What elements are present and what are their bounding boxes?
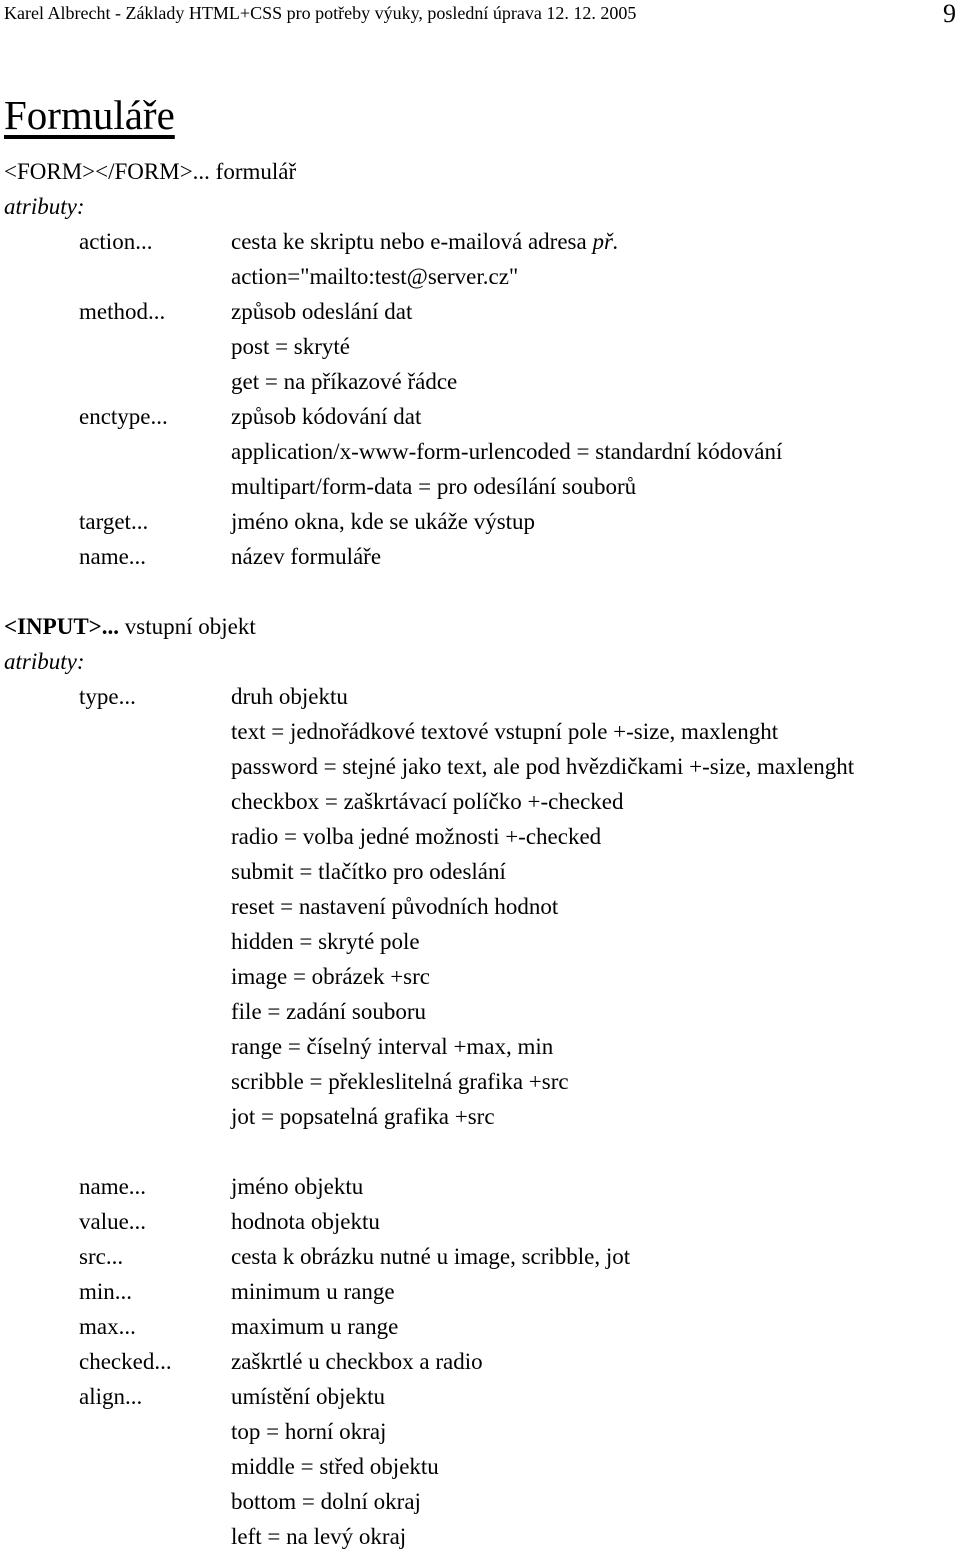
form-desc-enctype-1: application/x-www-form-urlencoded = standardní kódování bbox=[231, 439, 783, 464]
form-desc-method-2: get = na příkazové řádce bbox=[231, 369, 458, 394]
input-term-type: type... bbox=[79, 684, 136, 709]
page-title: Formuláře bbox=[4, 92, 175, 138]
form-desc-method-1: post = skryté bbox=[231, 334, 351, 359]
input-type-line-7: hidden = skryté pole bbox=[231, 929, 420, 954]
form-desc-method-0: způsob odeslání dat bbox=[231, 299, 413, 324]
input-type-line-2: password = stejné jako text, ale pod hvězdičkami +-size, maxlenght bbox=[231, 754, 855, 779]
input-heading bbox=[4, 612, 256, 642]
input-type-line-8: image = obrázek +src bbox=[231, 964, 430, 989]
form-term-action: action... bbox=[79, 229, 153, 254]
input-type-line-11: scribble = překleslitelná grafika +src bbox=[231, 1069, 569, 1094]
form-term-target: target... bbox=[79, 509, 149, 534]
form-term-enctype: enctype... bbox=[79, 404, 168, 429]
input-desc-max: maximum u range bbox=[231, 1314, 399, 1339]
form-desc-action: cesta ke skriptu nebo e-mailová adresa př. bbox=[231, 229, 619, 254]
input-desc-name: jméno objektu bbox=[231, 1174, 364, 1199]
input-desc-align-0: umístění objektu bbox=[231, 1384, 385, 1409]
input-heading-text: vstupní objekt bbox=[119, 614, 256, 639]
input-term-checked: checked... bbox=[79, 1349, 172, 1374]
input-term-value: value... bbox=[79, 1209, 147, 1234]
form-desc-action-example: action="mailto:test@server.cz" bbox=[231, 264, 519, 289]
input-type-line-3: checkbox = zaškrtávací políčko +-checked bbox=[231, 789, 624, 814]
input-type-line-9: file = zadání souboru bbox=[231, 999, 426, 1024]
form-desc-enctype-2: multipart/form-data = pro odesílání souborů bbox=[231, 474, 637, 499]
input-type-line-10: range = číselný interval +max, min bbox=[231, 1034, 554, 1059]
input-type-line-5: submit = tlačítko pro odeslání bbox=[231, 859, 506, 884]
form-desc-enctype-0: způsob kódování dat bbox=[231, 404, 422, 429]
form-desc-name: název formuláře bbox=[231, 544, 382, 569]
input-type-line-1: text = jednořádkové textové vstupní pole +-size, maxlenght bbox=[231, 719, 779, 744]
input-term-min: min... bbox=[79, 1279, 133, 1304]
input-term-max: max... bbox=[79, 1314, 136, 1339]
input-type-line-12: jot = popsatelná grafika +src bbox=[231, 1104, 495, 1129]
input-tag: <INPUT>... bbox=[4, 614, 120, 639]
input-term-align: align... bbox=[79, 1384, 143, 1409]
input-desc-checked: zaškrtlé u checkbox a radio bbox=[231, 1349, 483, 1374]
form-attributes-label: atributy: bbox=[4, 194, 85, 219]
input-desc-align-1: top = horní okraj bbox=[231, 1419, 387, 1444]
form-desc-target: jméno okna, kde se ukáže výstup bbox=[231, 509, 536, 534]
input-desc-align-2: middle = střed objektu bbox=[231, 1454, 439, 1479]
input-desc-align-4: left = na levý okraj bbox=[231, 1524, 407, 1549]
input-desc-value: hodnota objektu bbox=[231, 1209, 380, 1234]
input-desc-src: cesta k obrázku nutné u image, scribble, jot bbox=[231, 1244, 631, 1269]
input-desc-align-3: bottom = dolní okraj bbox=[231, 1489, 421, 1514]
input-attributes-label: atributy: bbox=[4, 649, 85, 674]
form-heading bbox=[4, 157, 296, 187]
page-header bbox=[4, 2, 956, 28]
form-tag: <FORM></FORM>... bbox=[4, 159, 210, 184]
input-type-line-0: druh objektu bbox=[231, 684, 348, 709]
form-term-method: method... bbox=[79, 299, 166, 324]
form-heading-text: formulář bbox=[209, 159, 297, 184]
input-type-line-4: radio = volba jedné možnosti +-checked bbox=[231, 824, 602, 849]
page-number: 9 bbox=[943, 0, 956, 28]
header-title: Karel Albrecht - Základy HTML+CSS pro potřeby výuky, poslední úprava 12. 12. 2005 bbox=[4, 3, 637, 23]
form-term-name: name... bbox=[79, 544, 147, 569]
form-desc-action-abbr: př. bbox=[592, 229, 619, 254]
input-term-src: src... bbox=[79, 1244, 124, 1269]
input-type-line-6: reset = nastavení původních hodnot bbox=[231, 894, 559, 919]
input-term-name: name... bbox=[79, 1174, 147, 1199]
input-desc-min: minimum u range bbox=[231, 1279, 395, 1304]
